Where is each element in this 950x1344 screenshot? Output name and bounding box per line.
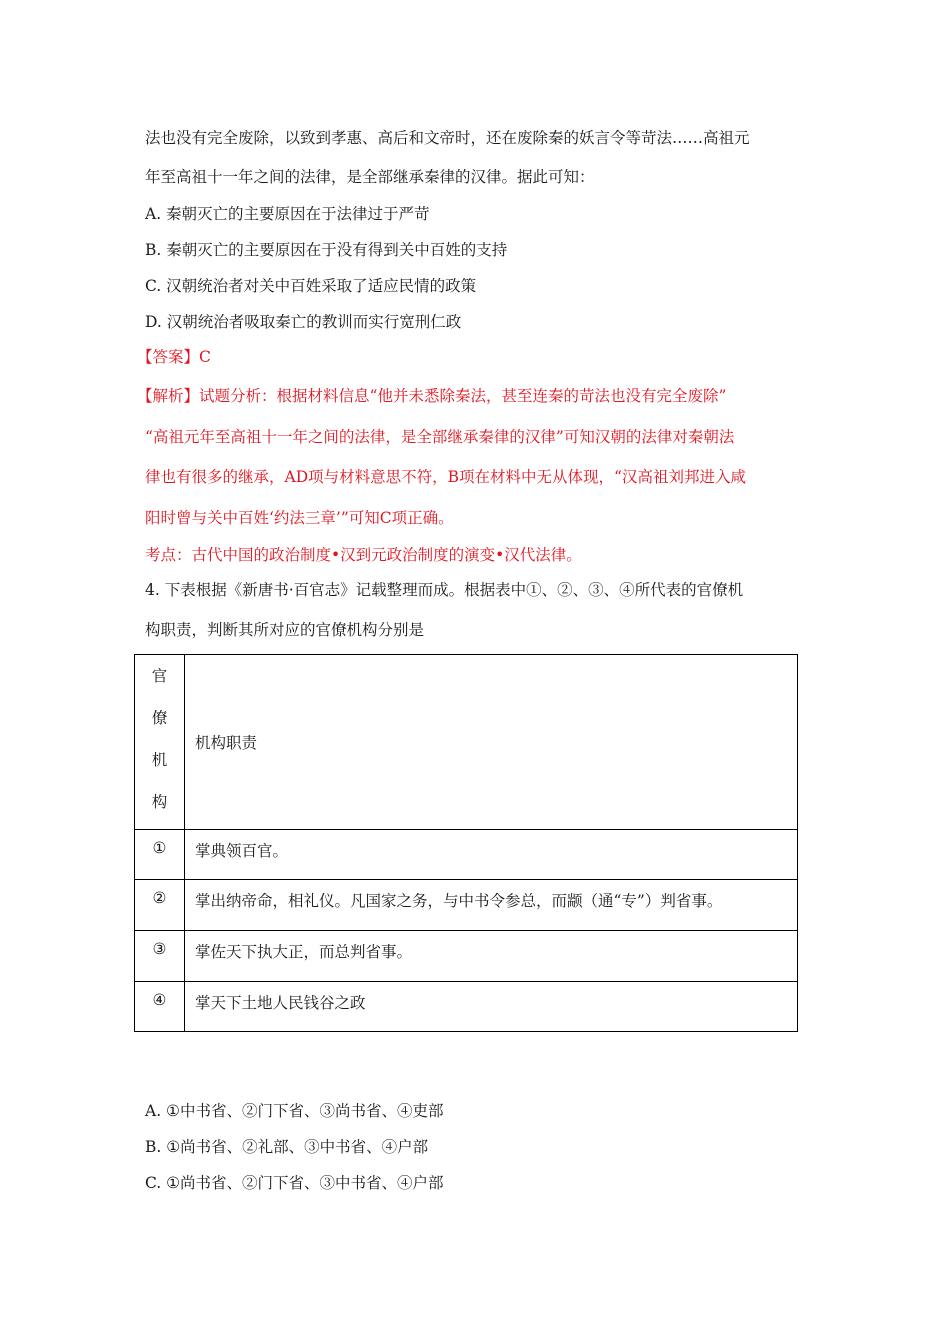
answer-line [137,347,211,367]
row-number: ② [135,880,185,931]
header-cell-institution [135,655,185,830]
option-b: B. 秦朝灭亡的主要原因在于没有得到关中百姓的支持 [145,241,508,259]
row-duty: 掌天下土地人民钱谷之政 [185,982,798,1032]
header-char: 机 [151,751,168,769]
text-line: 年至高祖十一年之间的法律，是全部继承秦律的汉律。据此可知： [145,168,595,186]
table-header-row [135,655,798,830]
q4-option-b: B. ①尚书省、②礼部、③中书省、④户部 [145,1138,429,1156]
table-row [135,880,798,931]
option-d: D. 汉朝统治者吸取秦亡的教训而实行宽刑仁政 [145,313,462,331]
question-4-stem: 构职责，判断其所对应的官僚机构分别是 [145,621,425,639]
table-row [135,931,798,982]
table-row [135,982,798,1032]
q4-option-c: C. ①尚书省、②门下省、③中书省、④户部 [145,1174,444,1192]
q4-option-a: A. ①中书省、②门下省、③尚书省、④吏部 [145,1102,444,1120]
answer-label: 【答案】 [137,348,200,366]
analysis-line: 律也有很多的继承，AD项与材料意思不符，B项在材料中无从体现，“汉高祖刘邦进入咸 [145,468,746,486]
header-duty-label: 机构职责 [195,734,258,752]
row-duty: 掌佐天下执大正，而总判省事。 [185,931,798,982]
header-cell-duty [185,655,798,830]
analysis-kaodian: 考点：古代中国的政治制度•汉到元政治制度的演变•汉代法律。 [145,546,582,564]
answer-value: C [199,348,211,366]
header-char: 僚 [151,709,168,727]
option-c: C. 汉朝统治者对关中百姓采取了适应民情的政策 [145,277,477,295]
row-number: ④ [135,982,185,1032]
table-row [135,830,798,880]
analysis-line [137,386,726,406]
row-number: ③ [135,931,185,982]
text-line: 法也没有完全废除，以致到孝惠、高后和文帝时，还在废除秦的妖言令等苛法……高祖元 [145,129,750,147]
question-4-stem: 4. 下表根据《新唐书·百官志》记载整理而成。根据表中①、②、③、④所代表的官僚机 [145,581,744,599]
analysis-line: “高祖元年至高祖十一年之间的法律，是全部继承秦律的汉律”可知汉朝的法律对秦朝法 [145,428,735,446]
header-char: 官 [151,667,168,685]
row-duty: 掌出纳帝命，相礼仪。凡国家之务，与中书令参总，而颛（通“专”）判省事。 [185,880,798,931]
row-duty: 掌典领百官。 [185,830,798,880]
header-char: 构 [151,793,168,811]
row-number: ① [135,830,185,880]
analysis-label: 【解析】 [137,387,200,405]
official-institution-table [134,654,798,1032]
option-a: A. 秦朝灭亡的主要原因在于法律过于严苛 [145,205,430,223]
analysis-line: 阳时曾与关中百姓‘约法三章’”可知C项正确。 [145,509,454,527]
analysis-text: 试题分析：根据材料信息“他并未悉除秦法，甚至连秦的苛法也没有完全废除” [199,387,727,405]
